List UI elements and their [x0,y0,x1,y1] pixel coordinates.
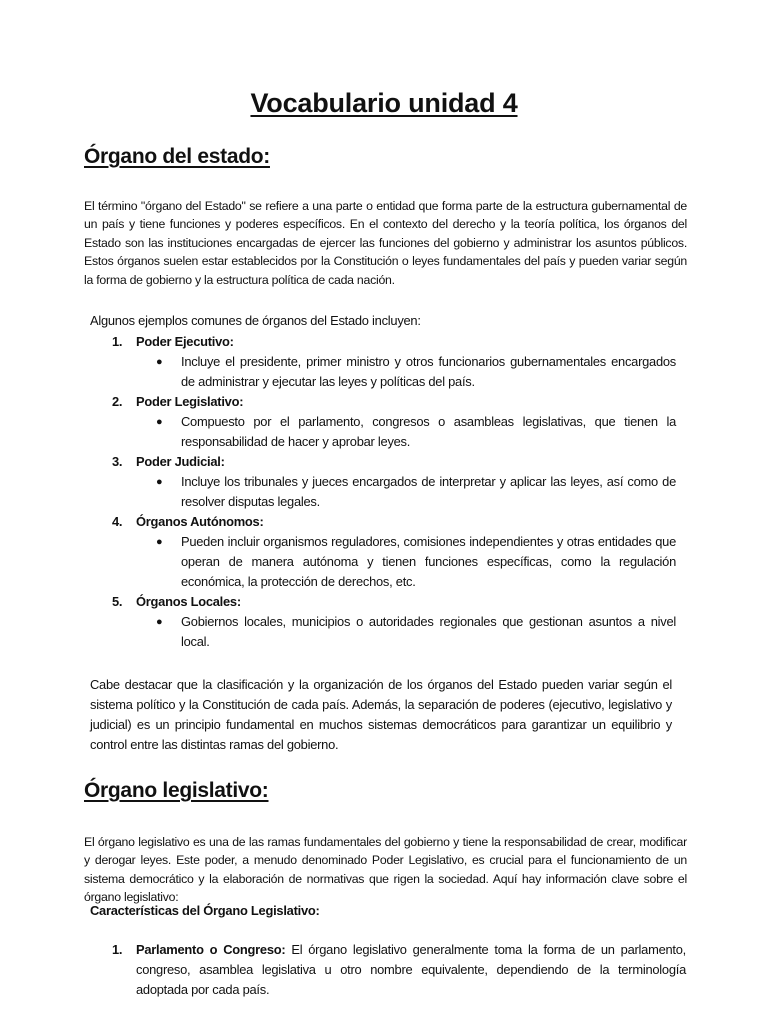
list-item [90,452,676,512]
section-heading-organo-estado: Órgano del estado: [84,145,270,168]
list-item-title: Poder Ejecutivo: [136,334,234,349]
examples-intro: Algunos ejemplos comunes de órganos del Estado incluyen: [90,313,421,328]
sub-list [136,612,676,652]
sub-list-text: Incluye los tribunales y jueces encargados de interpretar y aplicar las leyes, así como de resolver disputas legales. [181,474,676,509]
sub-list [136,352,676,392]
section-heading-organo-legislativo: Órgano legislativo: [84,779,269,802]
list-number: 1. [112,942,123,957]
list-number: 3. [112,454,123,469]
list-number: 5. [112,594,123,609]
sub-list [136,532,676,592]
list-item [90,940,686,1000]
sub-list [136,472,676,512]
list-number: 2. [112,394,123,409]
section-paragraph: El término "órgano del Estado" se refiere a una parte o entidad que forma parte de la estructura gubernamental de un país y tiene funciones y poderes específicos. En el contexto del derecho y la teoría política, los órganos del Estado son las instituciones encargadas de ejercer las funciones del gobierno y administrar los asuntos públicos. Estos órganos suelen estar establecidos por la Constitución o leyes fundamentales del país y pueden variar según la forma de gobierno y la estructura política de cada nación. [84,199,687,287]
sub-list-text: Compuesto por el parlamento, congresos o asambleas legislativas, que tienen la responsabilidad de hacer y aprobar leyes. [181,414,676,449]
sub-list-text: Pueden incluir organismos reguladores, comisiones independientes y otras entidades que operan de manera autónoma y tienen funciones específicas, como la regulación económica, la protección de derechos, etc. [181,534,676,589]
list-item-title: Órganos Locales: [136,594,241,609]
list-item-title: Poder Legislativo: [136,394,244,409]
list-item-title: Parlamento o Congreso: [136,942,286,957]
bullet-icon: ● [156,476,163,488]
list-item [90,392,676,452]
sub-list-item [136,612,676,652]
list-number: 4. [112,514,123,529]
list-item [90,592,676,652]
sub-list-item [136,532,676,592]
characteristics-list [90,940,686,1000]
section-paragraph: El órgano legislativo es una de las ramas fundamentales del gobierno y tiene la responsabilidad de crear, modificar y derogar leyes. Este poder, a menudo denominado Poder Legislativo, es crucial para el funcionamiento de un sistema democrático y la elaboración de normativas que rigen la sociedad. Aquí hay información clave sobre el órgano legislativo: [84,835,687,905]
bullet-icon: ● [156,356,163,368]
document-title: Vocabulario unidad 4 [250,88,518,118]
sub-list-item [136,412,676,452]
sub-list-item [136,352,676,392]
list-item [90,332,676,392]
examples-list [90,332,676,652]
bullet-icon: ● [156,416,163,428]
bullet-icon: ● [156,536,163,548]
list-item-title: Poder Judicial: [136,454,225,469]
bullet-icon: ● [156,616,163,628]
list-item-title: Órganos Autónomos: [136,514,264,529]
sub-list-text: Gobiernos locales, municipios o autoridades regionales que gestionan asuntos a nivel local. [181,614,676,649]
list-number: 1. [112,334,123,349]
list-item [90,512,676,592]
sub-list-item [136,472,676,512]
sub-list-text: Incluye el presidente, primer ministro y otros funcionarios gubernamentales encargados de administrar y ejecutar las leyes y políticas del país. [181,354,676,389]
list-item-text: El órgano legislativo generalmente toma la forma de un parlamento, congreso, asamblea legislativa u otro nombre equivalente, dependiendo de la terminología adoptada por cada país. [136,942,686,997]
sub-list [136,412,676,452]
closing-paragraph: Cabe destacar que la clasificación y la organización de los órganos del Estado pueden variar según el sistema político y la Constitución de cada país. Además, la separación de poderes (ejecutivo, legislativo y judicial) es un principio fundamental en muchos sistemas democráticos para garantizar un equilibrio y control entre las distintas ramas del gobierno. [90,677,672,752]
characteristics-subheading: Características del Órgano Legislativo: [90,903,320,918]
